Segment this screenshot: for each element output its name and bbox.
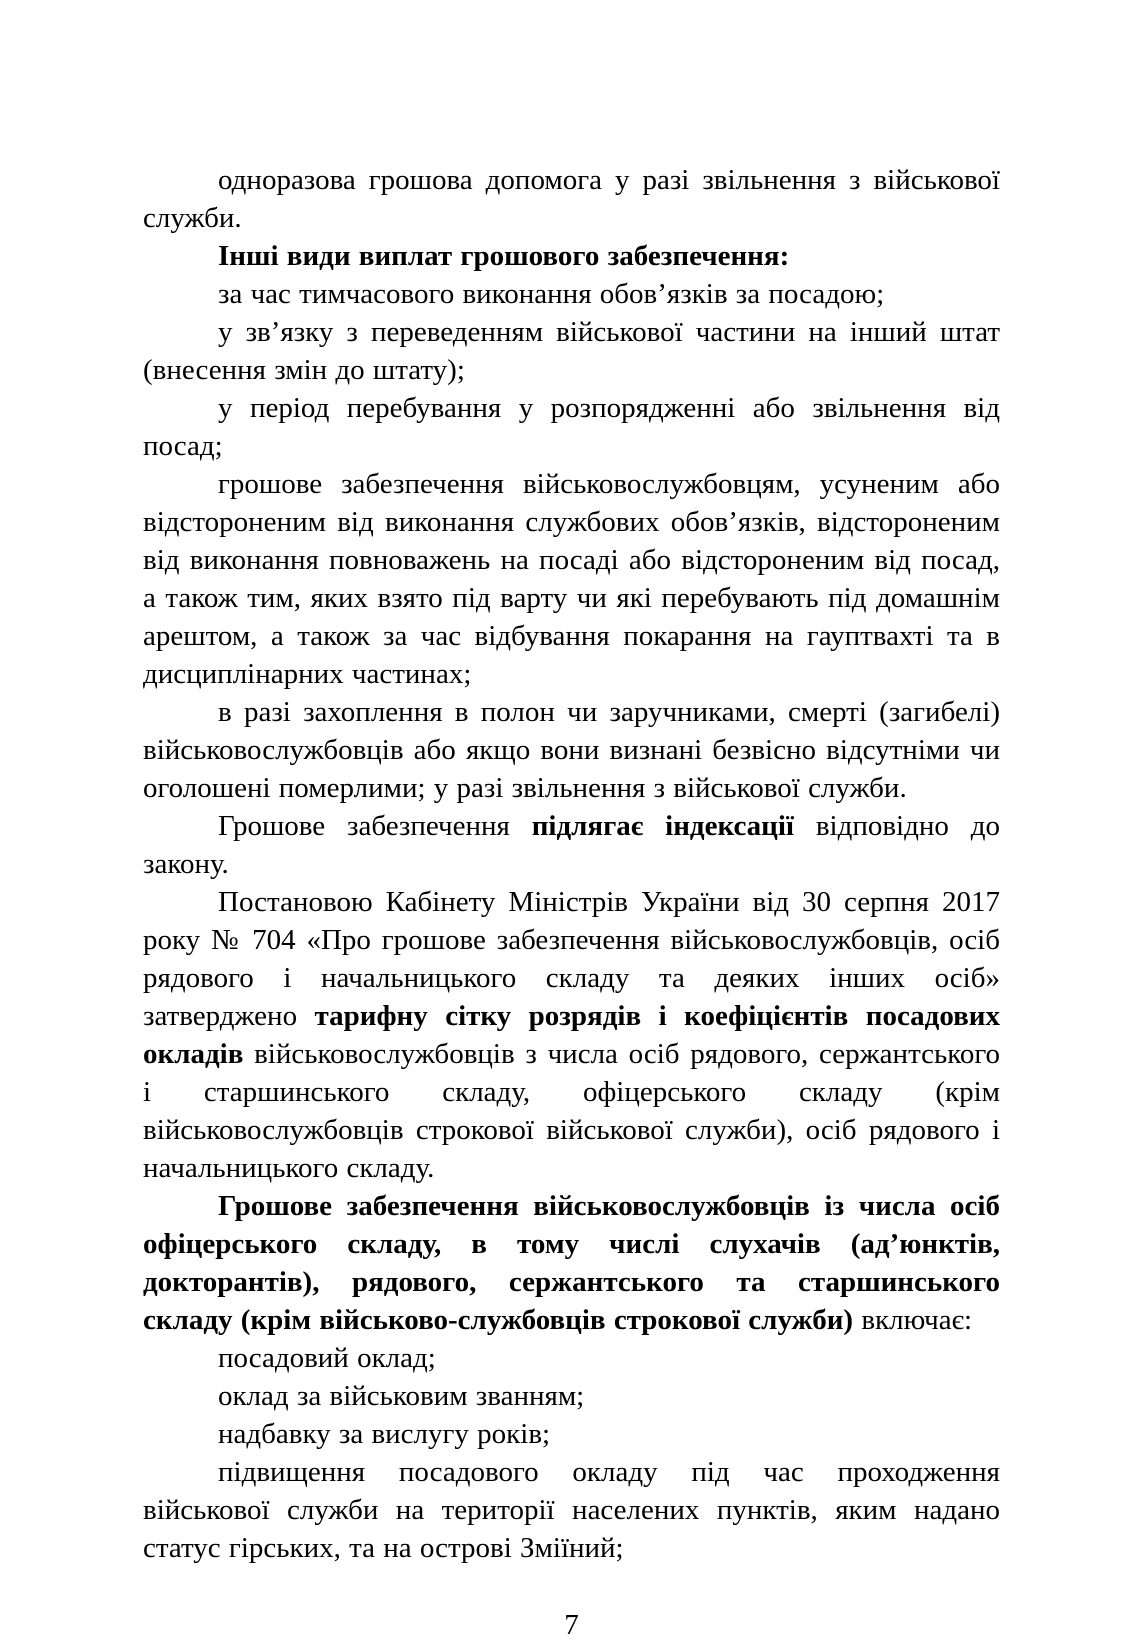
paragraph-run: посадовий оклад; (218, 1342, 436, 1374)
paragraph-run: у зв’язку з переведенням військової частини на інший штат (внесення змін до штату); (143, 316, 1000, 386)
paragraph-run: надбавку за вислугу років; (218, 1418, 551, 1450)
paragraph (143, 807, 1000, 883)
paragraph (143, 161, 1000, 237)
paragraph-run: в разі захоплення в полон чи заручниками, смерті (загибелі) військовослужбовців або якщо вони визнані безвісно відсутніми чи оголошені померлими; у разі звільнення з військової служби. (143, 696, 1000, 804)
paragraph-run: включає: (853, 1304, 973, 1336)
paragraph (143, 1187, 1000, 1339)
paragraph-run-bold: Інші види виплат грошового забезпечення: (218, 240, 790, 272)
paragraph-run: оклад за військовим званням; (218, 1380, 585, 1412)
paragraph-run: підвищення посадового окладу під час проходження військової служби на території населених пунктів, яким надано статус гірських, та на острові Зміїний; (143, 1456, 1000, 1564)
paragraph (143, 465, 1000, 693)
paragraph-run: у період перебування у розпорядженні або звільнення від посад; (143, 392, 1000, 462)
paragraph (143, 1377, 1000, 1415)
paragraph (143, 693, 1000, 807)
paragraph (143, 1453, 1000, 1567)
paragraph (143, 1415, 1000, 1453)
paragraph-run: військовослужбовців з числа осіб рядового, сержантського і старшинського складу, офіцерського складу (крім військовослужбовців строкової військової служби), осіб рядового і начальницького складу. (143, 1038, 1000, 1184)
paragraph (143, 1339, 1000, 1377)
paragraph-run-bold: Грошове забезпечення військовослужбовців із числа осіб офіцерського складу, в тому числі слухачів (ад’юнктів, докторантів), рядового, сержантського та старшинського складу (крім військово-службовців строкової служби) (143, 1190, 1000, 1336)
paragraph (143, 389, 1000, 465)
paragraph-run: Постановою Кабінету Міністрів України від 30 серпня 2017 року № 704 «Про грошове забезпечення військовослужбовців, осіб рядового і начальницького складу та деяких інших осіб» затверджено (143, 886, 1000, 1032)
paragraph (143, 883, 1000, 1187)
paragraph (143, 275, 1000, 313)
paragraph-run: за час тимчасового виконання обов’язків за посадою; (218, 278, 885, 310)
paragraph (143, 237, 1000, 275)
paragraph-run: Грошове забезпечення (218, 810, 532, 842)
paragraph-run-bold: підлягає індексації (531, 810, 794, 842)
paragraph-run: відповідно до закону. (143, 810, 1000, 880)
document-body (143, 161, 1000, 1567)
paragraph-run-bold: тарифну сітку розрядів і коефіцієнтів посадових окладів (143, 1000, 1000, 1070)
paragraph-run: одноразова грошова допомога у разі звільнення з військової служби. (143, 164, 1000, 234)
paragraph-run: грошове забезпечення військовослужбовцям, усуненим або відстороненим від виконання службових обов’язків, відстороненим від виконання повноважень на посаді або відстороненим від посад, а також тим, яких взято під варту чи які перебувають під домашнім арештом, а також за час відбування покарання на гауптвахті та в дисциплінарних частинах; (143, 468, 1000, 690)
page-number: 7 (564, 1609, 579, 1641)
paragraph (143, 313, 1000, 389)
